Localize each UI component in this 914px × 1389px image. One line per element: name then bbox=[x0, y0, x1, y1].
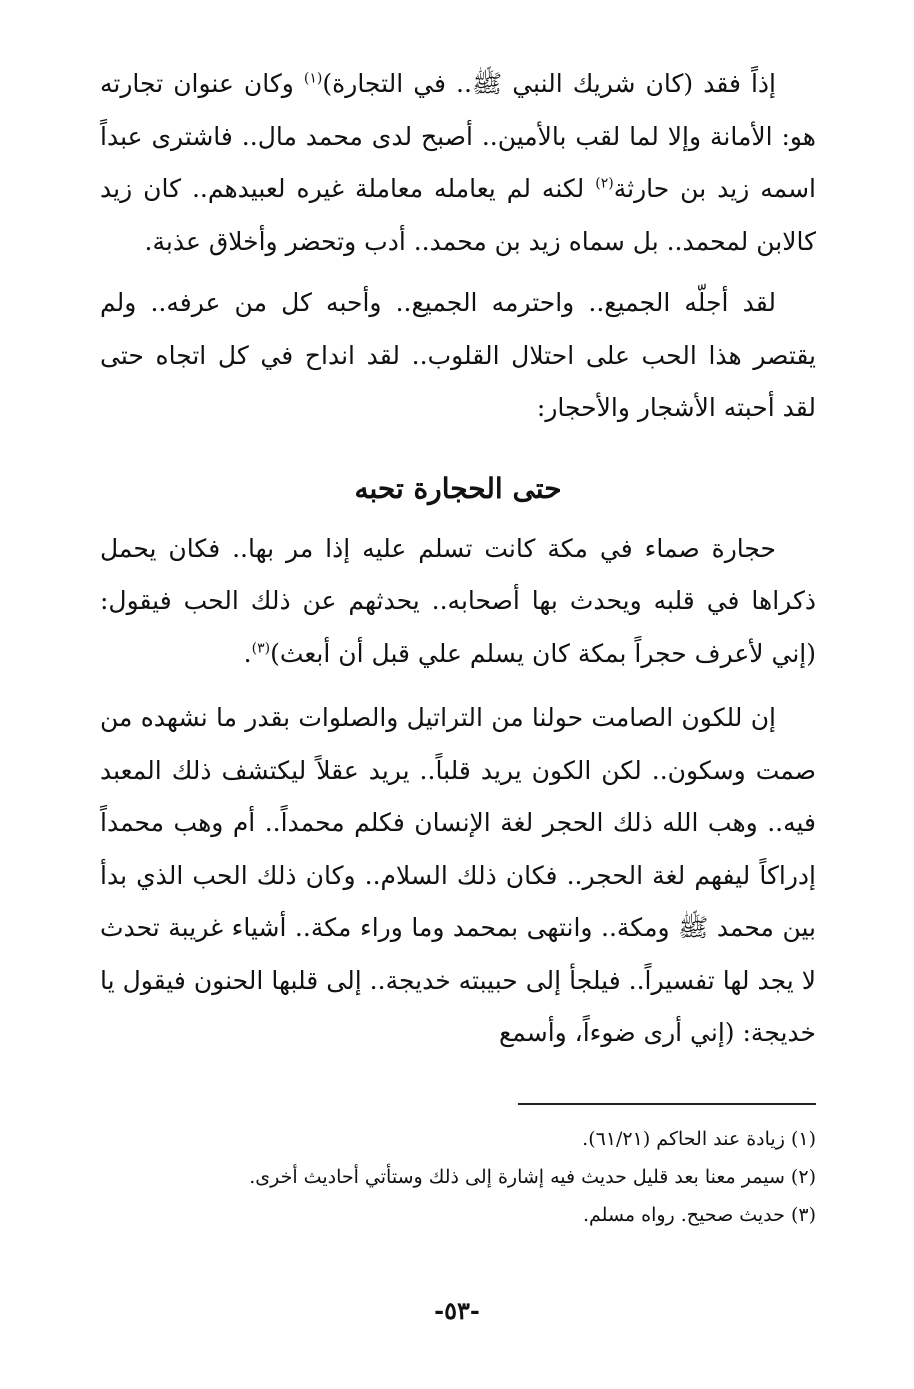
paragraph-2: لقد أجلّه الجميع.. واحترمه الجميع.. وأحبه كل من عرفه.. ولم يقتصر هذا الحب على احتلال القلوب.. لقد انداح في كل اتجاه حتى لقد أحبته الأشجار والأحجار: bbox=[100, 288, 816, 422]
page-number: -٥٣- bbox=[434, 1296, 480, 1325]
paragraph-1-part-c: لكنه لم يعامله معاملة غيره لعبيدهم.. كان زيد كالابن لمحمد.. بل سماه زيد بن محمد.. أدب وتحضر وأخلاق عذبة. bbox=[100, 174, 816, 256]
paragraph-3 bbox=[100, 523, 816, 681]
footnote-ref-1[interactable]: (١) bbox=[303, 70, 323, 87]
page-body bbox=[100, 58, 816, 1060]
paragraph-1 bbox=[100, 58, 816, 268]
paragraph-3-part-a: حجارة صماء في مكة كانت تسلم عليه إذا مر بها.. فكان يحمل ذكراها في قلبه ويحدث بها أصحابه.. يحدثهم عن ذلك الحب فيقول: (إني لأعرف حجراً بمكة كان يسلم علي قبل أن أبعث) bbox=[100, 533, 816, 668]
section-heading: حتى الحجارة تحبه bbox=[354, 471, 562, 505]
footnote-ref-2[interactable]: (٢) bbox=[595, 175, 614, 192]
paragraph-1-part-b: وكان عنوان تجارته هو: الأمانة وإلا لما لقب بالأمين.. أصبح لدى محمد مال.. فاشترى عبداً اسمه زيد بن حارثة bbox=[100, 69, 816, 203]
footnote-ref-3[interactable]: (٣) bbox=[251, 640, 271, 657]
footnote-3: (٣) حديث صحيح. رواه مسلم. bbox=[583, 1204, 816, 1226]
footnote-2: (٢) سيمر معنا بعد قليل حديث فيه إشارة إلى ذلك وستأتي أحاديث أخرى. bbox=[249, 1166, 816, 1188]
paragraph-4: إن للكون الصامت حولنا من التراتيل والصلوات بقدر ما نشهده من صمت وسكون.. لكن الكون يريد قلباً.. يريد عقلاً ليكتشف ذلك المعبد فيه.. وهب الله ذلك الحجر لغة الإنسان فكلم محمداً.. أم وهب محمداً إدراكاً ليفهم لغة الحجر.. فكان ذلك السلام.. وكان ذلك الحب الذي بدأ بين محمد ﷺ ومكة.. وانتهى بمحمد وما وراء مكة.. أشياء غريبة تحدث لا يجد لها تفسيراً.. فيلجأ إلى حبيبته خديجة.. إلى قلبها الحنون فيقول يا خديجة: (إني أرى ضوءاً، وأسمع bbox=[100, 703, 816, 1047]
footnotes bbox=[100, 1120, 816, 1234]
footnote-divider bbox=[518, 1103, 816, 1105]
paragraph-3-part-b: . bbox=[243, 638, 252, 668]
paragraph-1-part-a: إذاً فقد (كان شريك النبي ﷺ.. في التجارة) bbox=[322, 69, 776, 98]
footnote-1: (١) زيادة عند الحاكم (٦١/٢١). bbox=[582, 1128, 816, 1150]
